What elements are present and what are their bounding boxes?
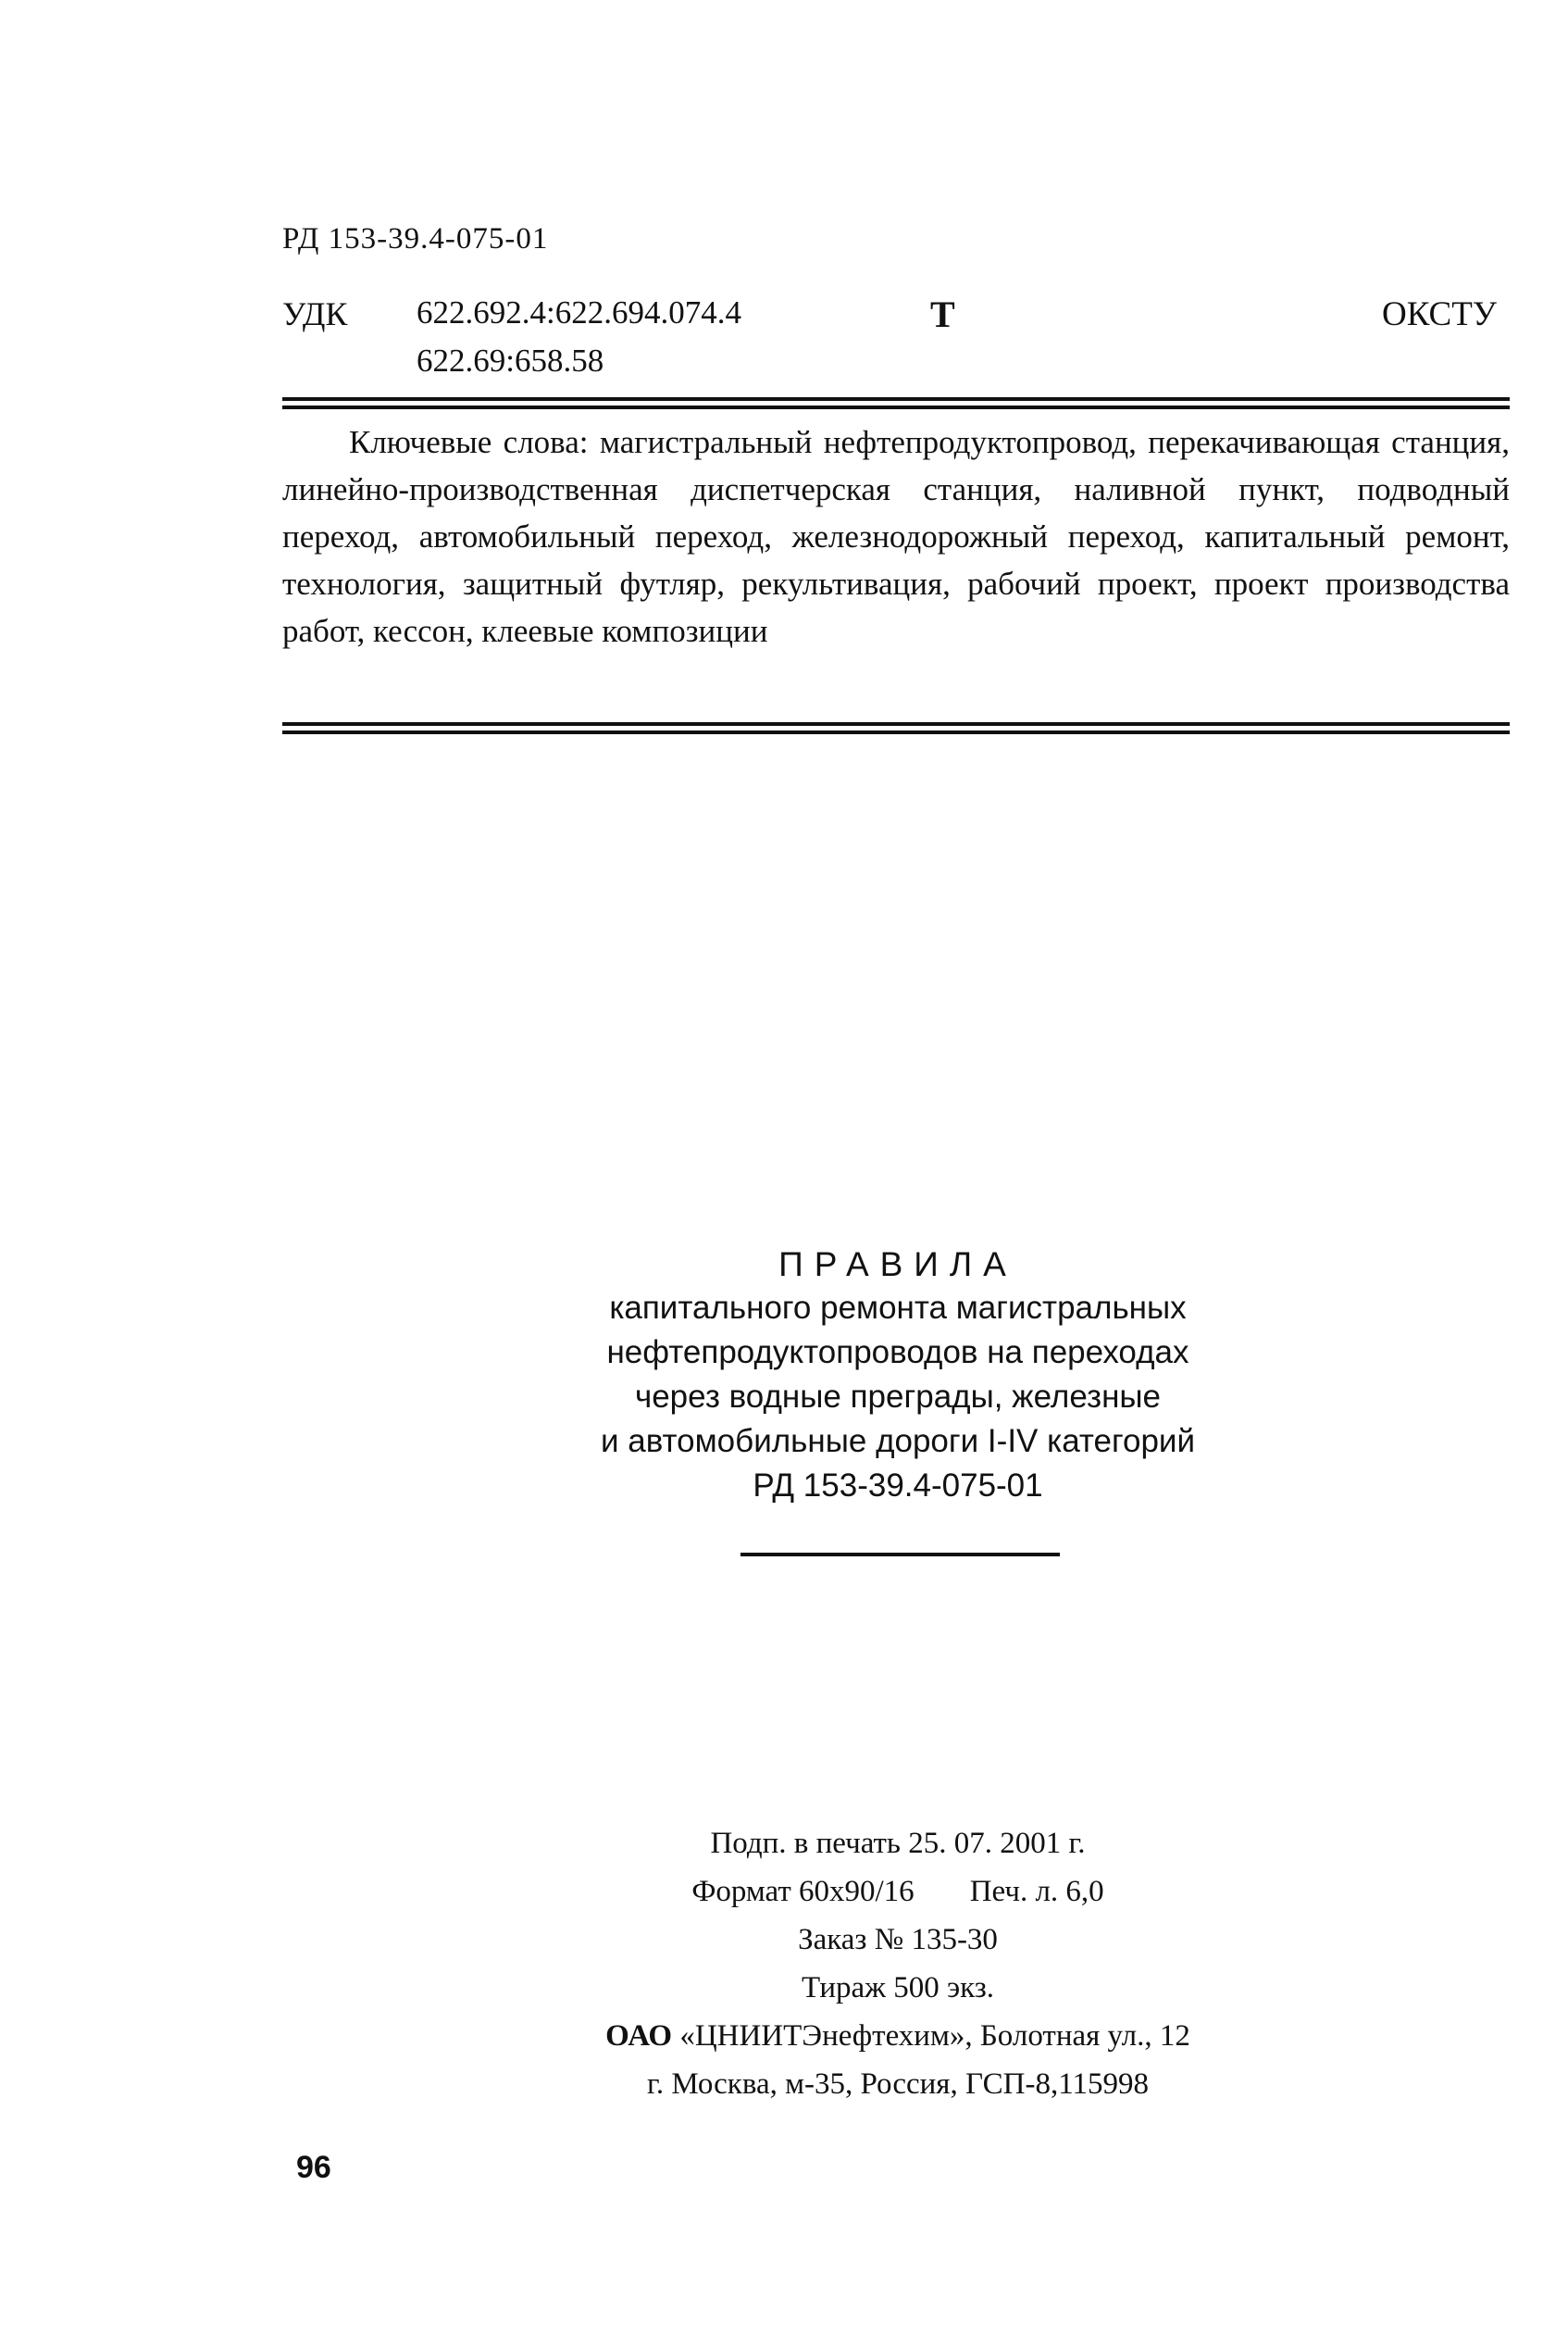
double-rule-bottom: [282, 722, 1510, 734]
title-document-code: РД 153-39.4-075-01: [753, 1467, 1043, 1504]
imprint-block: [370, 1819, 1425, 2108]
title-line-3: через водные преграды, железные: [634, 1379, 1162, 1415]
imprint-address: г. Москва, м-35, Россия, ГСП-8,115998: [647, 2067, 1149, 2101]
imprint-sheets: Печ. л. 6,0: [969, 1875, 1104, 1908]
oksty-label: ОКСТУ: [1382, 295, 1497, 333]
udk-code-line-2: 622.69:658.58: [417, 343, 604, 379]
document-code: РД 153-39.4-075-01: [282, 222, 549, 256]
imprint-publisher: [370, 2012, 1425, 2060]
title-block: [444, 1243, 1351, 1508]
imprint-publisher-name: ОАО: [605, 2019, 673, 2053]
imprint-format: Формат 60x90/16: [691, 1875, 915, 1908]
udk-code-line-1: 622.692.4:622.694.074.4: [417, 294, 741, 331]
title-underline: [740, 1553, 1060, 1556]
imprint-publisher-rest: «ЦНИИТЭнефтехим», Болотная ул., 12: [679, 2019, 1190, 2053]
title-line-2: нефтепродуктопроводов на переходах: [606, 1334, 1189, 1370]
page-number: 96: [296, 2150, 331, 2185]
title-line-4: и автомобильные дороги I-IV категорий: [600, 1423, 1196, 1459]
imprint-order: Заказ № 135-30: [798, 1923, 998, 1956]
category-letter: Т: [930, 293, 955, 335]
imprint-format-row: [370, 1867, 1425, 1916]
imprint-circulation: Тираж 500 экз.: [802, 1971, 994, 2004]
keywords-paragraph: Ключевые слова: магистральный нефтепродуктопровод, перекачивающая станция, линейно-производственная диспетчерская станция, наливной пункт, подводный переход, автомобильный переход, железнодорожный переход, капитальный ремонт, технология, защитный футляр, рекультивация, рабочий проект, проект производства работ, кессон, клеевые композиции: [282, 424, 1510, 649]
title-heading: ПРАВИЛА: [778, 1245, 1017, 1283]
title-line-1: капитального ремонта магистральных: [609, 1290, 1187, 1326]
imprint-signed-date: Подп. в печать 25. 07. 2001 г.: [710, 1827, 1086, 1860]
double-rule-top: [282, 397, 1510, 409]
udk-label: УДК: [282, 295, 348, 332]
